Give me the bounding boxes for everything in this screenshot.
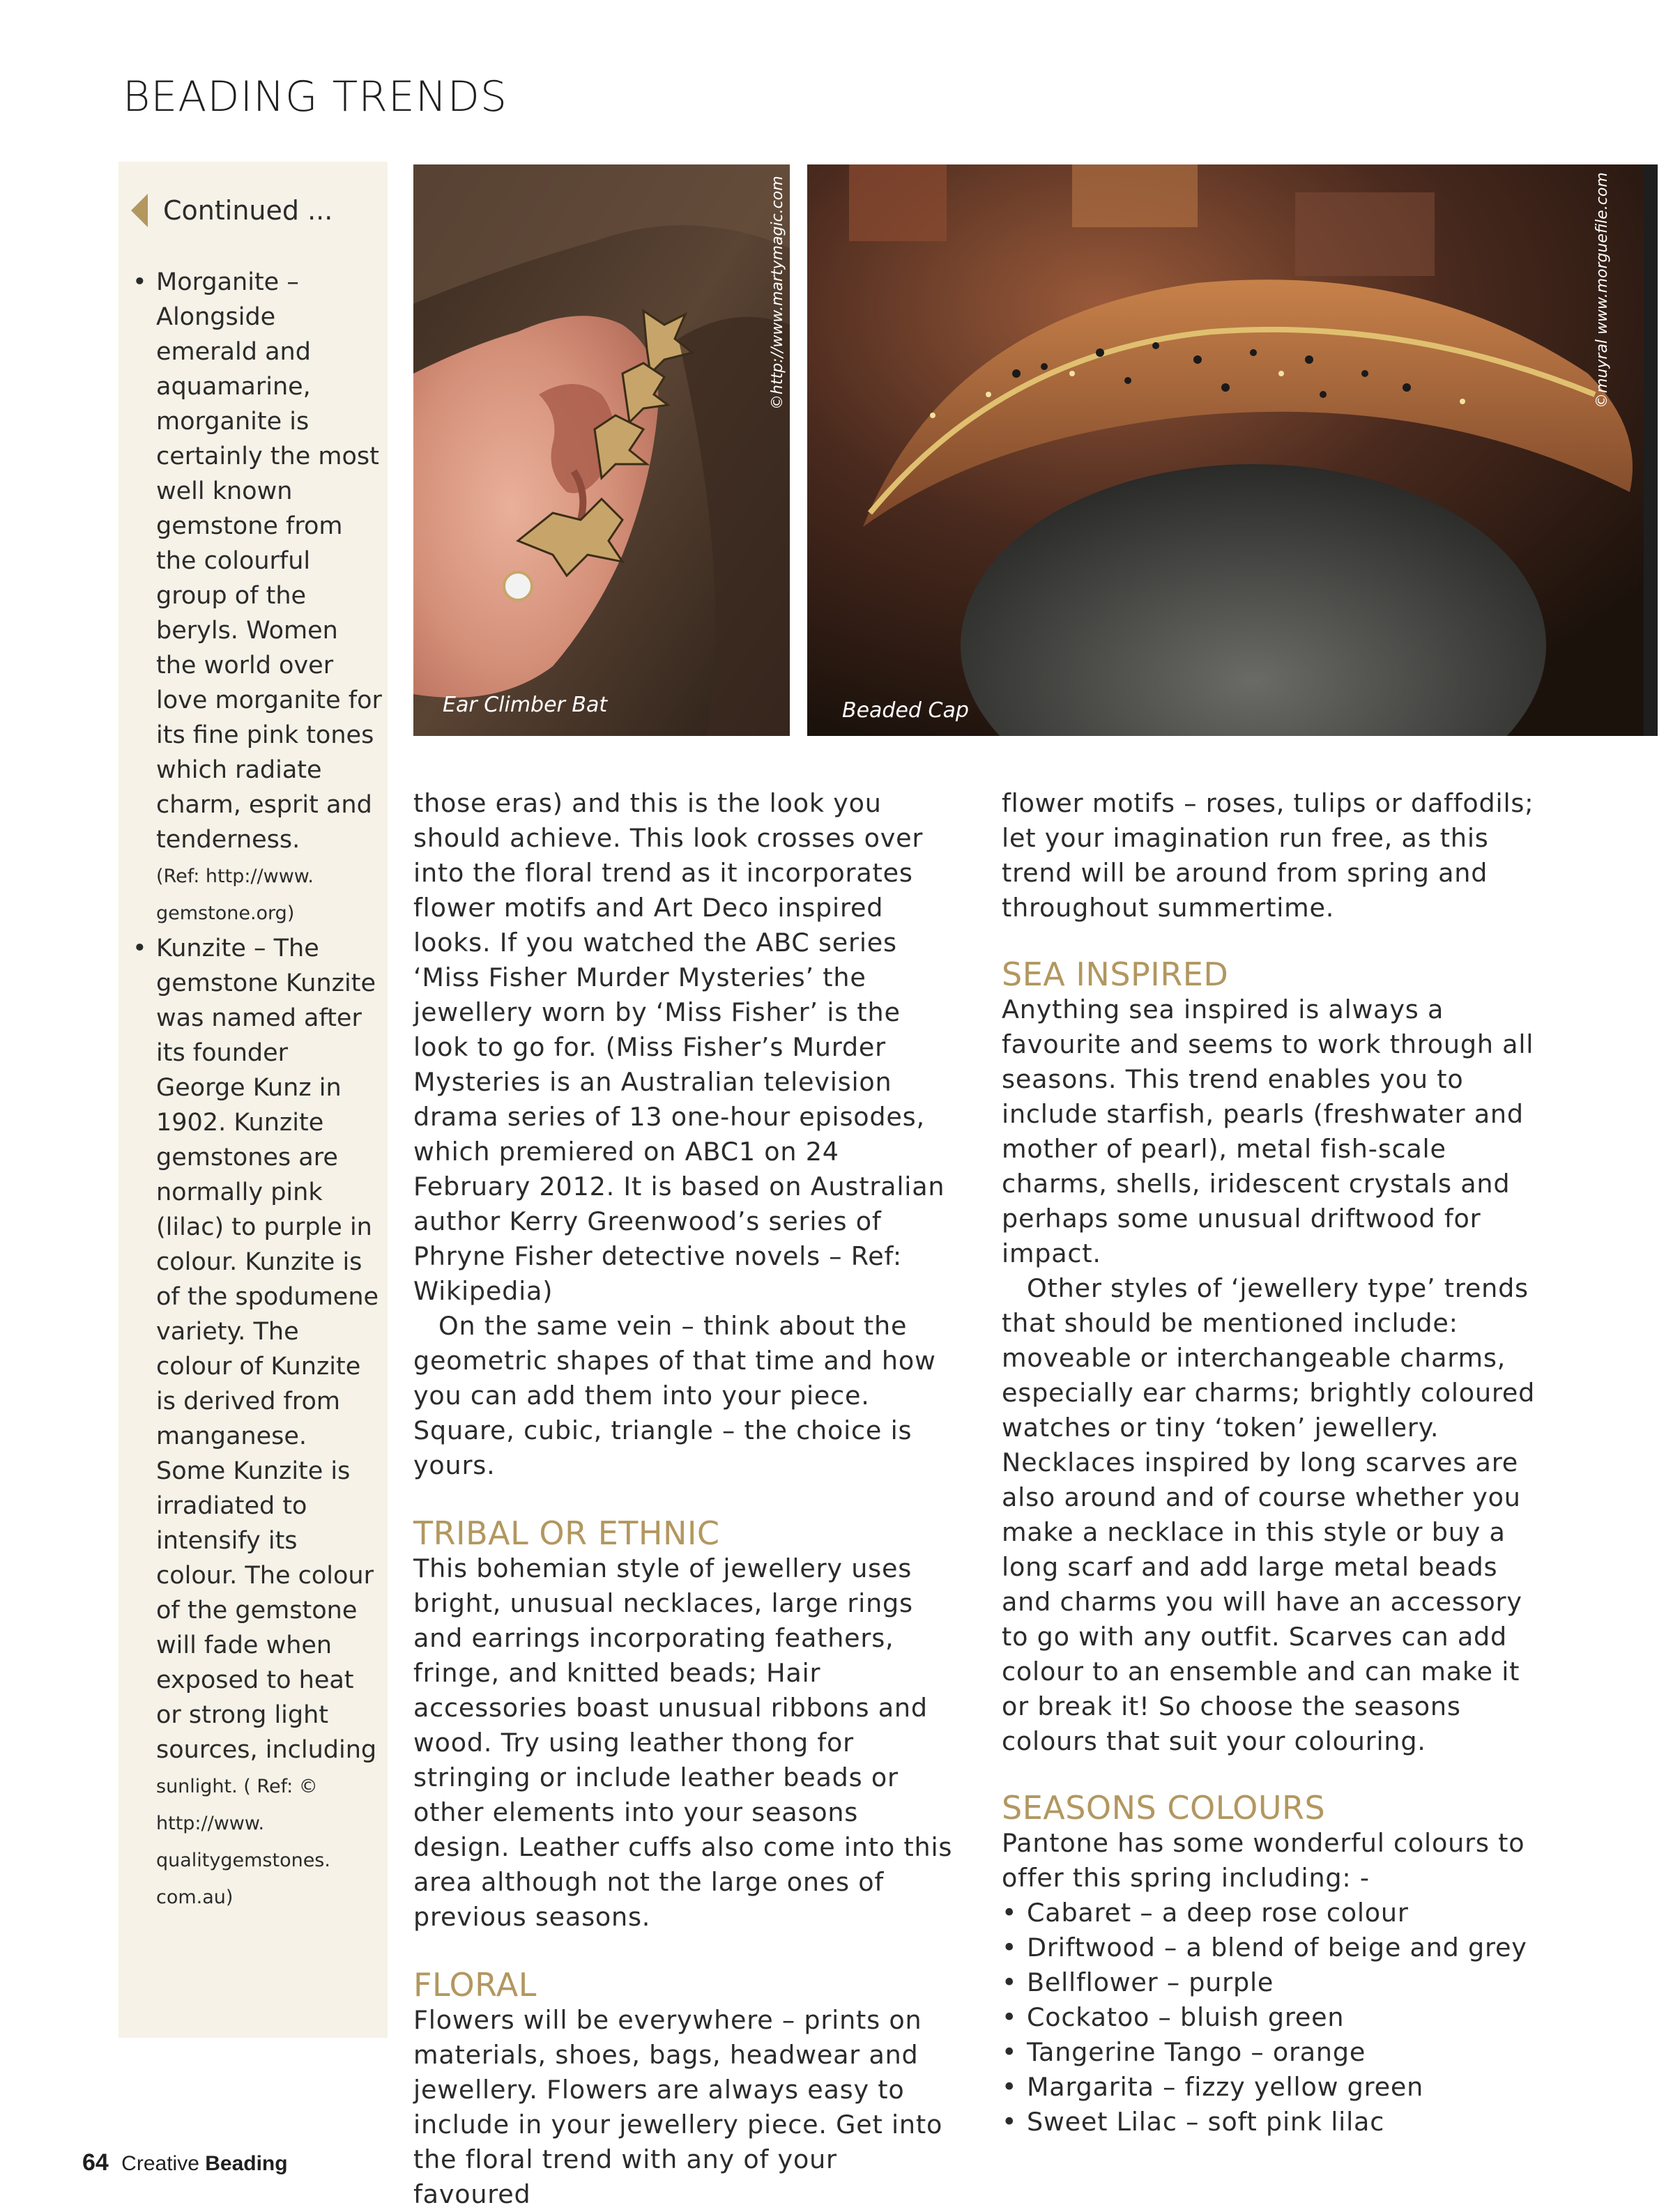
ear-climber-image xyxy=(413,164,790,736)
bullet-icon: • xyxy=(132,935,147,962)
sea-text: Anything sea inspired is always a favourite and seems to work through all seasons. This trend enables you to include starfish, pearls (freshwater and mother of pearl), metal fish-scale charms, shells, iridescent crystals and perhaps some unusual driftwood for impact. xyxy=(1002,994,1534,1268)
styles-text: Other styles of ‘jewellery type’ trends that should be mentioned include: moveable or interchangeable charms, especially ear charms; brightly coloured watches or tiny ‘token’ jewellery. Necklaces inspired by long scarves are also around and of course whether you make a necklace in this style or buy a long scarf and add large metal beads and charms you will have an accessory to go with any outfit. Scarves can add colour to an ensemble and can make it or break it! So choose the seasons colours that suit your colouring. xyxy=(1002,1273,1536,1756)
list-item: • Cockatoo – bluish green xyxy=(1002,2000,1545,2035)
ear-climber-photo xyxy=(413,164,790,736)
sidebar-panel xyxy=(119,162,388,2038)
gemstone-list xyxy=(131,265,382,1915)
list-item: • Sweet Lilac – soft pink lilac xyxy=(1002,2105,1545,2140)
right-column xyxy=(1002,786,1545,2140)
kunzite-text: Kunzite – The gemstone Kunzite was named after its founder George Kunz in 1902. Kunzite gemstones are normally pink (lilac) to purple in colour. Kunzite is of the spodumene variety. The colour of Kunzite is derived from manganese. Some Kunzite is irradiated to intensify its colour. The colour of the gemstone will fade when exposed to heat or strong light sources, including xyxy=(156,935,379,1764)
morganite-ref: (Ref: http://www. gemstone.org) xyxy=(156,866,314,924)
list-item-kunzite xyxy=(131,931,382,1915)
colours-intro: Pantone has some wonderful colours to offer this spring including: - xyxy=(1002,1828,1525,1893)
colours-list xyxy=(1002,1896,1545,2140)
beaded-cap-image xyxy=(807,164,1658,736)
list-item: • Tangerine Tango – orange xyxy=(1002,2035,1545,2070)
publication-name-second: Beading xyxy=(205,2152,288,2175)
beaded-cap-caption: Beaded Cap xyxy=(842,698,969,723)
list-item: • Margarita – fizzy yellow green xyxy=(1002,2070,1545,2105)
publication-name-first: Creative xyxy=(121,2152,199,2175)
tribal-text: This bohemian style of jewellery uses bright, unusual necklaces, large rings and earrings incorporating feathers, fringe, and knitted beads; Hair accessories boast unusual ribbons and wood. Try using leather thong for stringing or include leather beads or other elements into your seasons design. Leather cuffs also come into this area although not the large ones of previous seasons. xyxy=(413,1553,953,1932)
middle-column xyxy=(413,786,957,2212)
body-paragraph: flower motifs – roses, tulips or daffodils; let your imagination run free, as this trend will be around from spring and throughout summertime. xyxy=(1002,788,1534,923)
list-item: • Bellflower – purple xyxy=(1002,1965,1545,2000)
morganite-text: Morganite – Alongside emerald and aquamarine, morganite is certainly the most well known gemstone from the colourful group of the beryls. Women the world over love morganite for its fine pink tones which radiate charm, esprit and tenderness. xyxy=(156,268,382,854)
floral-text: Flowers will be everywhere – prints on materials, shoes, bags, headwear and jewellery. Flowers are always easy to include in your jewellery piece. Get into the floral trend with any of your favoured xyxy=(413,2005,943,2209)
list-item: • Cabaret – a deep rose colour xyxy=(1002,1896,1545,1930)
tribal-heading: TRIBAL OR ETHNIC xyxy=(413,1514,720,1552)
list-item-morganite xyxy=(131,265,382,931)
ear-climber-caption: Ear Climber Bat xyxy=(443,693,608,717)
sea-heading: SEA INSPIRED xyxy=(1002,955,1229,993)
colours-heading: SEASONS COLOURS xyxy=(1002,1789,1326,1827)
kunzite-ref: sunlight. ( Ref: © http://www. qualitygemstones. com.au) xyxy=(156,1776,330,1908)
page-footer xyxy=(82,2149,288,2176)
floral-heading: FLORAL xyxy=(413,1966,537,2004)
body-paragraph: On the same vein – think about the geometric shapes of that time and how you can add them into your piece. Square, cubic, triangle – the choice is yours. xyxy=(413,1311,936,1480)
body-paragraph: those eras) and this is the look you should achieve. This look crosses over into the floral trend as it incorporates flower motifs and Art Deco inspired looks. If you watched the ABC series ‘Miss Fisher Murder Mysteries’ the jewellery worn by ‘Miss Fisher’ is the look to go for. (Miss Fisher’s Murder Mysteries is an Australian television drama series of 13 one-hour episodes, which premiered on ABC1 on 24 February 2012. It is based on Australian author Kerry Greenwood’s series of Phryne Fisher detective novels – Ref: Wikipedia) xyxy=(413,788,945,1306)
beaded-cap-photo xyxy=(807,164,1658,736)
page-number: 64 xyxy=(82,2149,109,2176)
section-title: BEADING TRENDS xyxy=(123,72,508,121)
ear-climber-credit: ©http://www.martymagic.com xyxy=(769,176,786,410)
continued-label: Continued ... xyxy=(163,195,333,226)
beaded-cap-credit: ©muyral www.morguefile.com xyxy=(1594,172,1611,408)
continued-marker xyxy=(131,190,333,231)
bullet-icon: • xyxy=(132,268,147,296)
triangle-left-icon xyxy=(131,194,148,227)
list-item: • Driftwood – a blend of beige and grey xyxy=(1002,1930,1545,1965)
